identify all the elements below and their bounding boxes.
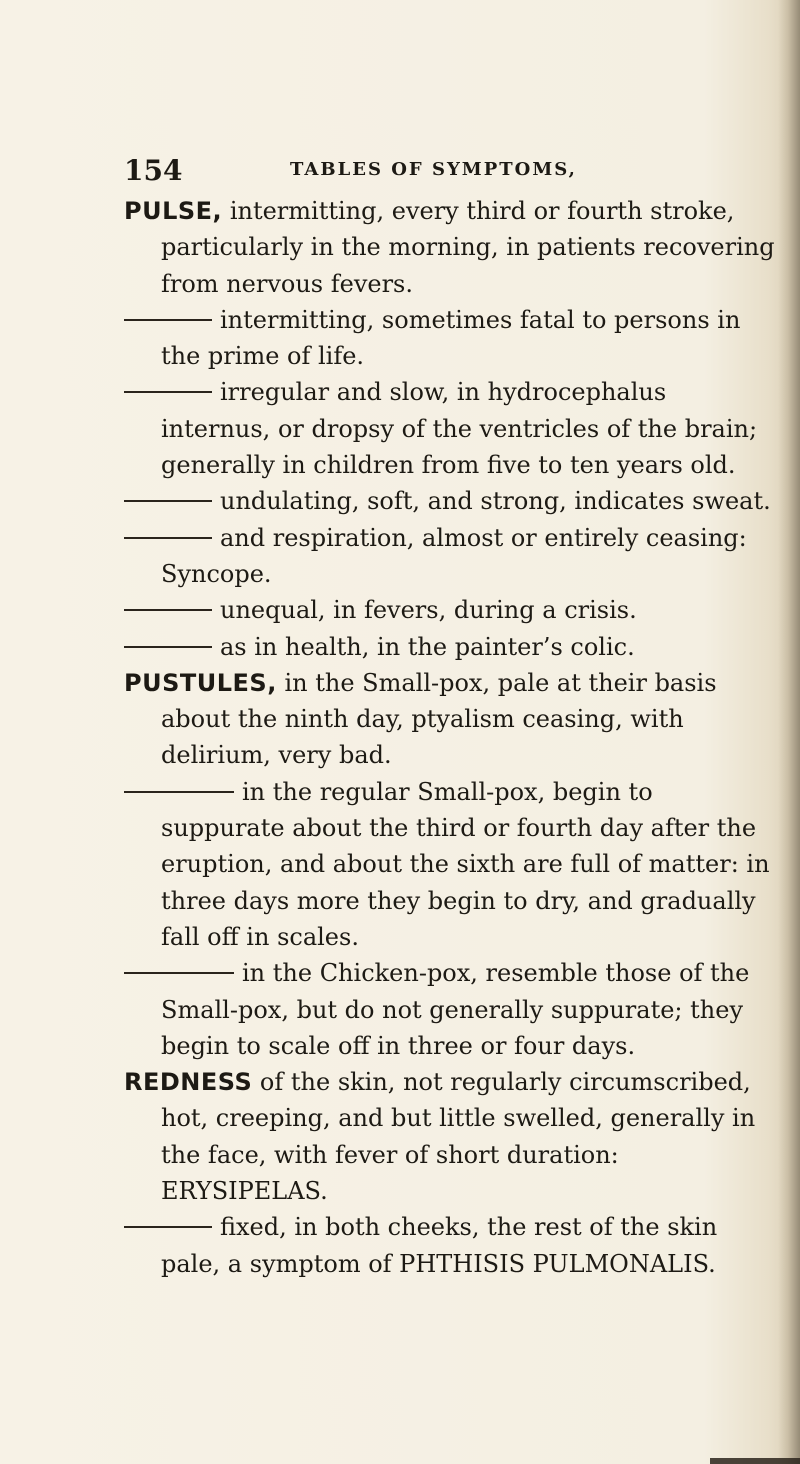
entry-pulse-respiration [124,520,779,593]
entry-pulse-irregular [124,374,779,483]
entry-text: unequal, in fevers, during a crisis. [220,596,637,625]
page-edge-shadow [778,0,800,1464]
ditto-dash [124,537,212,539]
ditto-dash [124,391,212,393]
entry-text: intermitting, every third or fourth stroke, particularly in the morning, in patients recovering from nervous fevers. [161,197,775,298]
entry-text: of the skin, not regularly circumscribed, hot, creeping, and but little swelled, generally in the face, with fever of short duration: ERYSIPELAS. [161,1068,756,1206]
running-title: TABLES OF SYMPTOMS, [290,159,577,180]
entry-pulse-unequal [124,592,779,628]
page-number: 154 [124,154,183,187]
term-pustules: PUSTULES, [124,668,277,697]
term-redness: REDNESS [124,1068,253,1097]
entry-text: in the Chicken-pox, resemble those of the Small-pox, but do not generally suppurate; they begin to scale off in three or four days. [161,959,750,1060]
entry-pustules-regular-small-pox [124,774,779,955]
entry-redness-fixed [124,1209,779,1282]
term-pulse: PULSE, [124,197,223,225]
entry-text: in the Small-pox, pale at their basis about the ninth day, ptyalism ceasing, with delirium, very bad. [161,668,717,770]
entry-pulse-health [124,629,779,665]
ditto-dash [124,609,212,611]
entry-text: irregular and slow, in hydrocephalus internus, or dropsy of the ventricles of the brain; generally in children from five to ten years old. [161,378,758,480]
bottom-edge-mark [710,1458,800,1464]
ditto-dash [124,500,212,502]
entry-text: as in health, in the painter’s colic. [220,632,635,661]
page-header [124,154,684,196]
entry-pustules-small-pox [124,665,779,774]
entry-text: and respiration, almost or entirely ceasing: Syncope. [161,523,747,588]
entry-text: in the regular Small-pox, begin to suppurate about the third or fourth day after the eruption, and about the sixth are full of matter: in three days more they begin to dry, and gradually fall off in scales. [161,777,770,951]
ditto-dash [124,1226,212,1228]
entry-text: intermitting, sometimes fatal to persons in the prime of life. [161,305,741,371]
entry-text: fixed, in both cheeks, the rest of the skin pale, a symptom of PHTHISIS PULMONALIS. [161,1213,718,1278]
entry-pulse-intermitting-every-third [124,193,779,302]
entry-redness-skin [124,1064,779,1209]
ditto-dash [124,791,234,793]
entry-pulse-undulating [124,483,779,519]
ditto-dash [124,646,212,648]
entry-pustules-chicken-pox [124,955,779,1064]
entry-pulse-intermitting-fatal [124,302,779,375]
ditto-dash [124,972,234,974]
entry-text: undulating, soft, and strong, indicates sweat. [220,487,771,516]
ditto-dash [124,319,212,321]
symptom-entries [124,193,779,1282]
